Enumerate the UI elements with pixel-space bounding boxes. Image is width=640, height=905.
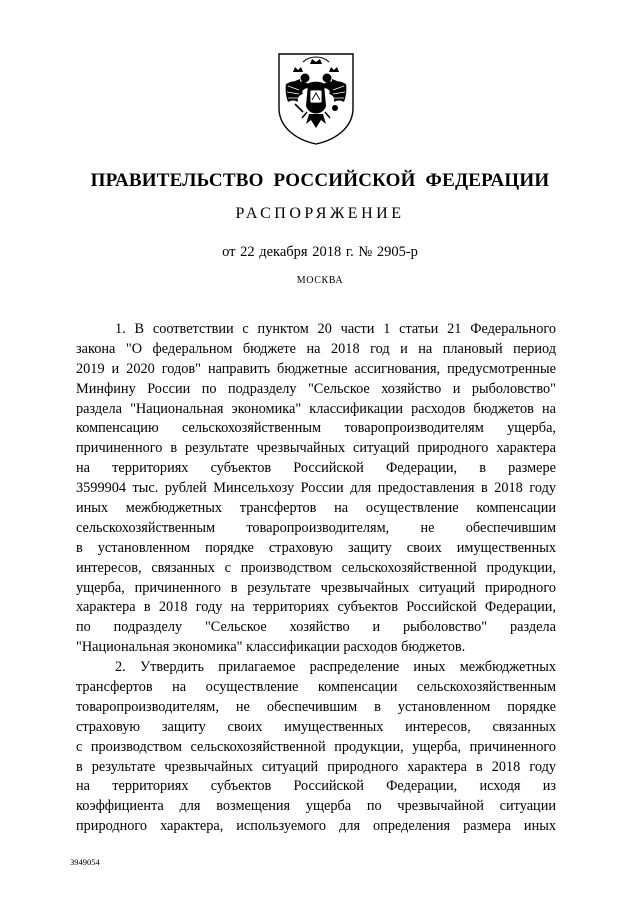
body-line: страховую защиту своих имущественных интересов, связанных (76, 718, 556, 735)
body-line: по подразделу "Сельское хозяйство и рыболовство" раздела (76, 619, 556, 636)
body-line: в результате чрезвычайных ситуаций природного характера в 2018 году (76, 758, 556, 775)
body-line: на территориях субъектов Российской Федерации, в размере (76, 460, 556, 477)
body-line: закона "О федеральном бюджете на 2018 год и на плановый период (76, 340, 556, 357)
document-date-number: от 22 декабря 2018 г. № 2905-р (222, 244, 418, 260)
body-line: ущерба, причиненного в результате чрезвычайных ситуаций природного (76, 579, 556, 596)
body-line: природного характера, используемого для определения размера иных (76, 818, 556, 835)
body-line: "Национальная экономика" классификации расходов бюджетов. (76, 639, 466, 656)
body-line: товаропроизводителям, не обеспечившим в установленном порядке (76, 698, 556, 715)
body-line: с производством сельскохозяйственной продукции, ущерба, причиненного (76, 738, 556, 755)
russian-coat-of-arms-icon (273, 50, 359, 146)
body-line: компенсацию сельскохозяйственным товаропроизводителям ущерба, (76, 420, 556, 437)
body-line: 3599904 тыс. рублей Минсельхозу России для предоставления в 2018 году (76, 480, 556, 497)
body-line: интересов, связанных с производством сельскохозяйственной продукции, (76, 559, 556, 576)
body-line: причиненного в результате чрезвычайных ситуаций природного характера (76, 440, 556, 457)
body-line: характера в 2018 году на территориях субъектов Российской Федерации, (76, 599, 556, 616)
body-line: 2. Утвердить прилагаемое распределение иных межбюджетных (115, 659, 556, 676)
document-body (76, 320, 556, 837)
body-line: Минфину России по подразделу "Сельское хозяйство и рыболовство" (76, 380, 556, 397)
document-type: РАСПОРЯЖЕНИЕ (235, 205, 405, 222)
body-line: 2019 и 2020 годов" направить бюджетные ассигнования, предусмотренные (76, 360, 556, 377)
document-city: МОСКВА (296, 275, 344, 286)
body-line: 1. В соответствии с пунктом 20 части 1 статьи 21 Федерального (115, 321, 556, 337)
document-barcode-number: 3949054 (70, 857, 100, 867)
body-line: трансфертов на осуществление компенсации сельскохозяйственным (76, 679, 556, 696)
government-title: ПРАВИТЕЛЬСТВО РОССИЙСКОЙ ФЕДЕРАЦИИ (90, 170, 550, 191)
body-line: иных межбюджетных трансфертов на осуществление компенсации (76, 500, 556, 517)
body-line: в установленном порядке страховую защиту своих имущественных (76, 539, 556, 556)
body-line: коэффициента для возмещения ущерба по чрезвычайной ситуации (76, 798, 556, 815)
body-line: на территориях субъектов Российской Федерации, исходя из (76, 778, 556, 795)
body-line: раздела "Национальная экономика" классификации расходов бюджетов на (76, 400, 556, 417)
body-line: сельскохозяйственным товаропроизводителям, не обеспечившим (76, 519, 556, 536)
